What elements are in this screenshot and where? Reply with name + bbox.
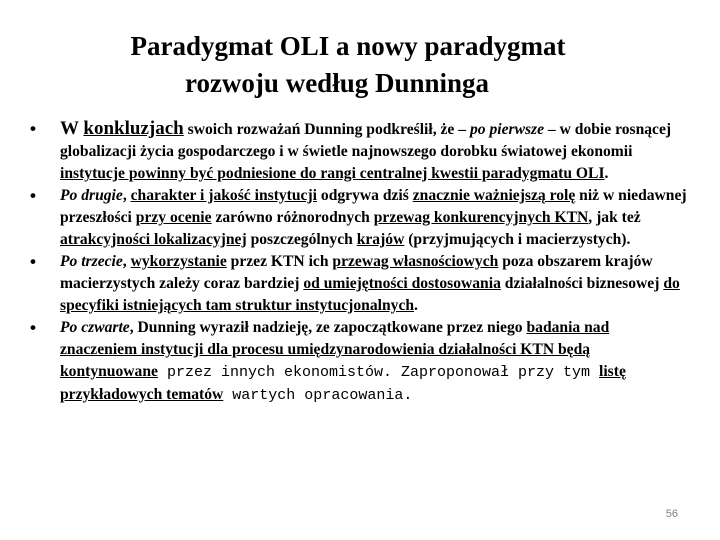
- bullet-2-text-4: zarówno różnorodnych: [211, 209, 374, 226]
- bullet-3-text-2: przez KTN ich: [226, 253, 333, 270]
- bullet-1-text: swoich rozważań Dunning podkreślił, że –: [183, 121, 470, 138]
- bullet-4-ordinal: Po czwarte: [60, 319, 130, 336]
- bullet-2-text: ,: [122, 187, 131, 204]
- slide-number: 56: [665, 508, 678, 520]
- bullet-1-text-2: – w dobie rosnącej globalizacji życia gospodarczego i w świetle najnowszego dorobku światowej ekonomii: [60, 121, 672, 160]
- bullet-4-text-2: przez innych ekonomistów. Zaproponował przy tym: [157, 364, 600, 381]
- bullet-3-text-3: poza obszarem krajów macierzystych zależy coraz bardziej: [60, 253, 653, 292]
- bullet-item-2: [30, 185, 690, 251]
- bullet-4-emphasis-1: badania nad znaczeniem instytucji dla procesu umiędzynarodowienia działalności KTN będą kontynuowane: [60, 319, 610, 380]
- bullet-1-keyword: konkluzjach: [83, 118, 184, 139]
- bullet-3-text: ,: [122, 253, 131, 270]
- bullet-list: [30, 118, 690, 407]
- bullet-3-emphasis-2: przewag własnościowych: [332, 253, 499, 270]
- bullet-3-emphasis-3: od umiejętności dostosowania: [303, 275, 501, 292]
- bullet-2-emphasis-2: znacznie ważniejszą rolę: [412, 187, 576, 204]
- bullet-2-text-6: poszczególnych: [246, 231, 357, 248]
- bullet-1-lead: W: [60, 118, 84, 139]
- slide-title: [0, 28, 720, 102]
- bullet-2-emphasis-3: przy ocenie: [135, 209, 212, 226]
- bullet-4-emphasis-2: listę: [599, 363, 626, 380]
- bullet-2-end: (przyjmujących i macierzystych).: [404, 231, 631, 248]
- bullet-4-emphasis-3: przykładowych tematów: [60, 386, 224, 403]
- bullet-2-emphasis-4: przewag konkurencyjnych KTN: [373, 209, 589, 226]
- bullet-2-text-2: odgrywa dziś: [317, 187, 413, 204]
- slide-title-line-1: Paradygmat OLI a nowy paradygmat: [130, 31, 566, 61]
- bullet-2-emphasis-1: charakter i jakość instytucji: [130, 187, 317, 204]
- bullet-4-end: wartych opracowania.: [223, 387, 413, 404]
- bullet-2-emphasis-5: atrakcyjności lokalizacyjnej: [60, 231, 247, 248]
- bullet-2-text-5: , jak też: [588, 209, 641, 226]
- bullet-3-emphasis-4: do specyfiki istniejących tam struktur instytucjonalnych: [60, 275, 680, 314]
- bullet-item-1: [30, 118, 690, 185]
- bullet-3-emphasis-1: wykorzystanie: [130, 253, 227, 270]
- slide-title-line-2: rozwoju według Dunninga: [184, 68, 490, 98]
- bullet-1-ordinal: po pierwsze: [469, 121, 545, 138]
- bullet-item-3: [30, 251, 690, 317]
- bullet-item-4: [30, 317, 690, 407]
- bullet-3-end: .: [414, 297, 418, 314]
- bullet-1-emphasis: instytucje powinny być podniesione do rangi centralnej kwestii paradygmatu OLI: [60, 165, 605, 182]
- bullet-3-ordinal: Po trzecie: [60, 253, 123, 270]
- bullet-2-ordinal: Po drugie: [60, 187, 123, 204]
- bullet-2-emphasis-6: krajów: [356, 231, 405, 248]
- bullet-4-text: , Dunning wyraził nadzieję, ze zapoczątkowane przez niego: [129, 319, 527, 336]
- bullet-2-text-3: niż w niedawnej przeszłości: [60, 187, 687, 226]
- bullet-1-end: .: [604, 165, 609, 182]
- bullet-3-text-4: działalności biznesowej: [500, 275, 664, 292]
